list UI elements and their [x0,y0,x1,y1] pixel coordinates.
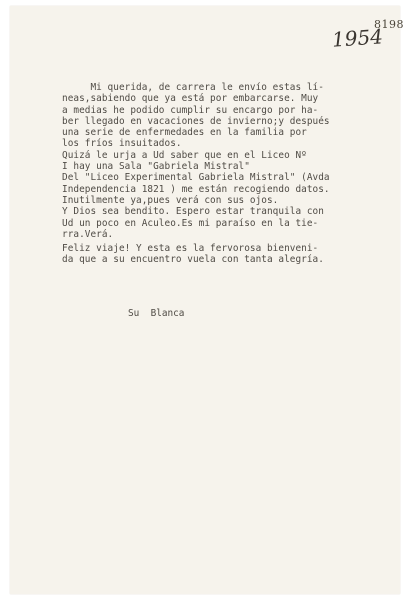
letter-line: Ud un poco en Aculeo.Es mi paraíso en la tie- [62,217,319,229]
letter-line: Mi querida, de carrera le envío estas lí- [62,82,324,93]
letter-line: Independencia 1821 ) me están recogiendo datos. [62,183,330,195]
letter-line: Y Dios sea bendito. Espero estar tranquila con [62,206,324,218]
letter-line: una serie de enfermedades en la familia por [62,127,307,139]
handwritten-year: 1954 [331,24,384,52]
letter-line: neas,sabiendo que ya está por embarcarse. Muy [62,93,319,105]
letter-line: Feliz viaje! Y esta es la fervorosa bienveni- [62,243,319,255]
letter-line: Quizá le urja a Ud saber que en el Liceo Nº [62,149,307,161]
letter-line: Del "Liceo Experimental Gabriela Mistral" (Avda [62,172,330,184]
letter-body [62,82,392,266]
letter-line: los fríos insuitados. [62,138,182,150]
letter-line: rra.Verá. [62,228,114,240]
letter-line: I hay una Sala "Gabriela Mistral" [62,161,250,173]
signature: Su Blanca [128,308,185,319]
archive-folder-number: 8198 [374,18,404,31]
letter-line: da que a su encuentro vuela con tanta alegría. [62,254,324,266]
letter-line: Inutilmente ya,pues verá con sus ojos. [62,194,279,206]
letter-line: a medias he podido cumplir su encargo por ha- [62,104,319,116]
letter-line: ber llegado en vacaciones de invierno;y después [62,115,330,127]
